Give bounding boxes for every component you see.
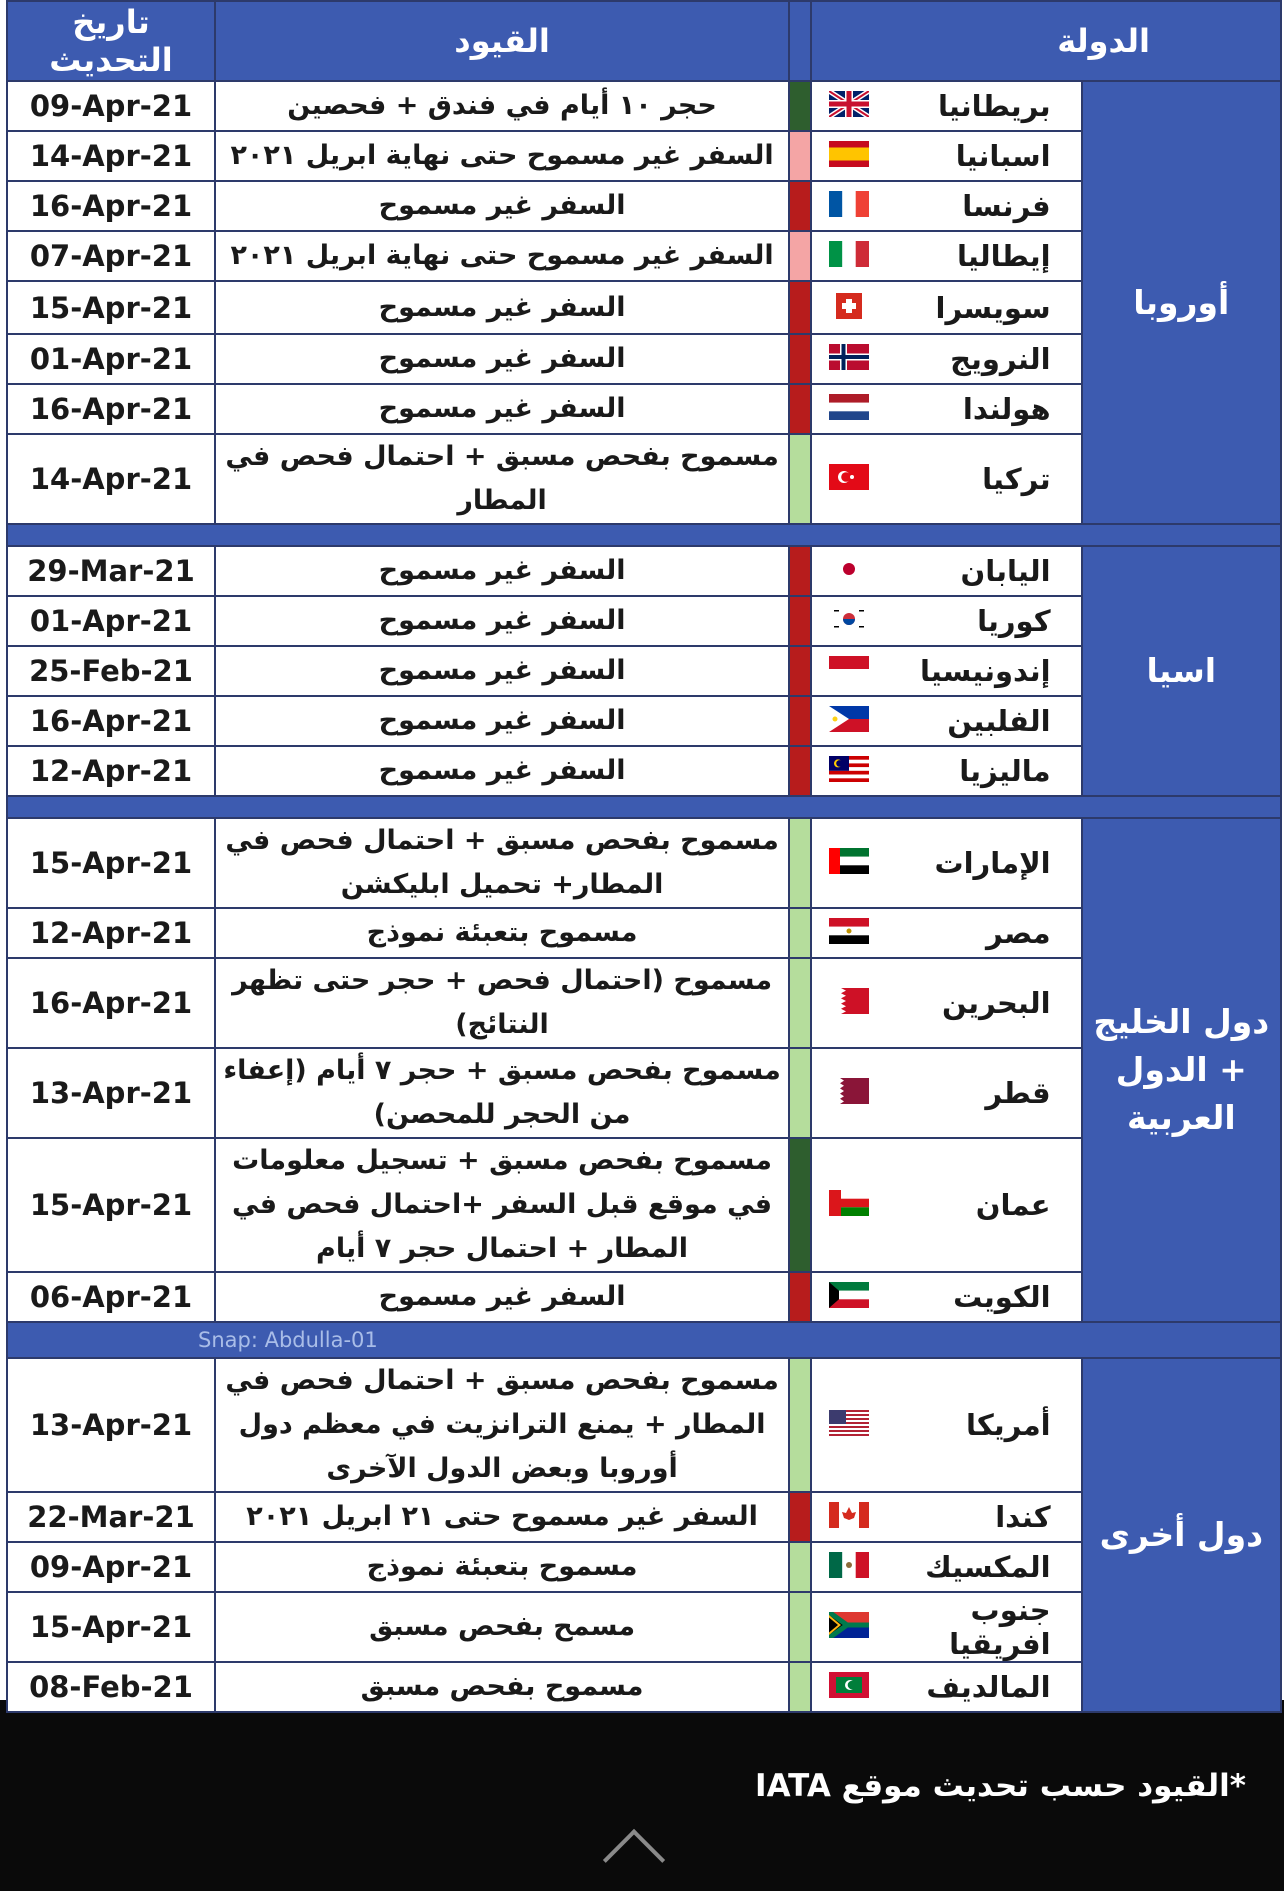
restriction-text: مسموح بفحص مسبق + احتمال فحص في المطار + يمنع الترانزيت في معظم دول أوروبا وبعض الدول الآخرى xyxy=(215,1358,789,1492)
status-indicator xyxy=(789,1048,811,1138)
country-name: اليابان xyxy=(887,546,1082,596)
region-label: دول الخليج + الدول العربية xyxy=(1082,818,1281,1322)
snap-watermark: Snap: Abdulla-01 xyxy=(198,1328,378,1352)
restriction-text: السفر غير مسموح xyxy=(215,281,789,334)
update-date: 16-Apr-21 xyxy=(7,696,215,746)
status-indicator xyxy=(789,231,811,281)
region-label: أوروبا xyxy=(1082,81,1281,524)
country-name: بريطانيا xyxy=(887,81,1082,131)
restriction-text: السفر غير مسموح حتى نهاية ابريل ٢٠٢١ xyxy=(215,131,789,181)
country-name: جنوب افريقيا xyxy=(887,1592,1082,1662)
country-name: اسبانيا xyxy=(887,131,1082,181)
status-indicator xyxy=(789,958,811,1048)
restriction-text: السفر غير مسموح xyxy=(215,1272,789,1322)
country-name: كوريا xyxy=(887,596,1082,646)
section-separator xyxy=(7,524,1281,546)
update-date: 09-Apr-21 xyxy=(7,81,215,131)
country-name: المالديف xyxy=(887,1662,1082,1712)
table-row xyxy=(7,818,1281,908)
status-indicator xyxy=(789,696,811,746)
oman-flag-icon xyxy=(811,1138,887,1272)
table-row xyxy=(7,81,1281,131)
status-indicator xyxy=(789,646,811,696)
korea-flag-icon xyxy=(811,596,887,646)
update-date: 16-Apr-21 xyxy=(7,384,215,434)
country-name: النرويج xyxy=(887,334,1082,384)
status-indicator xyxy=(789,1138,811,1272)
update-date: 01-Apr-21 xyxy=(7,334,215,384)
footer-note: *القيود حسب تحديث موقع IATA xyxy=(755,1768,1246,1804)
update-date: 12-Apr-21 xyxy=(7,746,215,796)
update-date: 22-Mar-21 xyxy=(7,1492,215,1542)
restriction-text: مسمح بفحص مسبق xyxy=(215,1592,789,1662)
italy-flag-icon xyxy=(811,231,887,281)
update-date: 16-Apr-21 xyxy=(7,181,215,231)
canada-flag-icon xyxy=(811,1492,887,1542)
status-indicator xyxy=(789,131,811,181)
restriction-text: السفر غير مسموح xyxy=(215,696,789,746)
kuwait-flag-icon xyxy=(811,1272,887,1322)
update-date: 08-Feb-21 xyxy=(7,1662,215,1712)
spain-flag-icon xyxy=(811,131,887,181)
header-date: تاريخ التحديث xyxy=(7,1,215,81)
status-indicator xyxy=(789,384,811,434)
status-indicator xyxy=(789,1358,811,1492)
update-date: 16-Apr-21 xyxy=(7,958,215,1048)
update-date: 15-Apr-21 xyxy=(7,1138,215,1272)
restriction-text: السفر غير مسموح xyxy=(215,746,789,796)
status-indicator xyxy=(789,181,811,231)
restriction-text: مسموح بفحص مسبق xyxy=(215,1662,789,1712)
header-country: الدولة xyxy=(811,1,1281,81)
header-gap xyxy=(789,1,811,81)
usa-flag-icon xyxy=(811,1358,887,1492)
region-label: اسيا xyxy=(1082,546,1281,796)
region-label: دول أخرى xyxy=(1082,1358,1281,1712)
restriction-text: مسموح بفحص مسبق + احتمال فحص في المطار xyxy=(215,434,789,524)
netherlands-flag-icon xyxy=(811,384,887,434)
restriction-text: حجر ١٠ أيام في فندق + فحصين xyxy=(215,81,789,131)
chevron-up-icon[interactable] xyxy=(603,1829,665,1891)
turkey-flag-icon xyxy=(811,434,887,524)
update-date: 13-Apr-21 xyxy=(7,1358,215,1492)
country-name: فرنسا xyxy=(887,181,1082,231)
country-name: كندا xyxy=(887,1492,1082,1542)
restriction-text: مسموح (احتمال فحص + حجر حتى تظهر النتائج) xyxy=(215,958,789,1048)
qatar-flag-icon xyxy=(811,1048,887,1138)
restriction-text: السفر غير مسموح xyxy=(215,546,789,596)
update-date: 15-Apr-21 xyxy=(7,818,215,908)
status-indicator xyxy=(789,334,811,384)
update-date: 06-Apr-21 xyxy=(7,1272,215,1322)
table-body xyxy=(7,81,1281,1712)
update-date: 09-Apr-21 xyxy=(7,1542,215,1592)
status-indicator xyxy=(789,434,811,524)
update-date: 13-Apr-21 xyxy=(7,1048,215,1138)
restriction-text: مسموح بتعبئة نموذج xyxy=(215,908,789,958)
restriction-text: مسموح بتعبئة نموذج xyxy=(215,1542,789,1592)
section-separator xyxy=(7,796,1281,818)
uae-flag-icon xyxy=(811,818,887,908)
restriction-text: السفر غير مسموح xyxy=(215,646,789,696)
status-indicator xyxy=(789,596,811,646)
restriction-text: السفر غير مسموح xyxy=(215,384,789,434)
country-name: إندونيسيا xyxy=(887,646,1082,696)
country-name: عمان xyxy=(887,1138,1082,1272)
japan-flag-icon xyxy=(811,546,887,596)
restriction-text: السفر غير مسموح حتى ٢١ ابريل ٢٠٢١ xyxy=(215,1492,789,1542)
status-indicator xyxy=(789,546,811,596)
egypt-flag-icon xyxy=(811,908,887,958)
status-indicator xyxy=(789,908,811,958)
restriction-text: السفر غير مسموح xyxy=(215,334,789,384)
status-indicator xyxy=(789,1272,811,1322)
update-date: 07-Apr-21 xyxy=(7,231,215,281)
status-indicator xyxy=(789,1542,811,1592)
restriction-text: السفر غير مسموح xyxy=(215,596,789,646)
status-indicator xyxy=(789,1492,811,1542)
update-date: 15-Apr-21 xyxy=(7,1592,215,1662)
country-name: إيطاليا xyxy=(887,231,1082,281)
restriction-text: مسموح بفحص مسبق + احتمال فحص في المطار+ تحميل ابليكشن xyxy=(215,818,789,908)
header-row xyxy=(7,1,1281,81)
switzerland-flag-icon xyxy=(811,281,887,334)
restriction-text: السفر غير مسموح xyxy=(215,181,789,231)
update-date: 15-Apr-21 xyxy=(7,281,215,334)
maldives-flag-icon xyxy=(811,1662,887,1712)
update-date: 14-Apr-21 xyxy=(7,434,215,524)
country-name: مصر xyxy=(887,908,1082,958)
south-africa-flag-icon xyxy=(811,1592,887,1662)
norway-flag-icon xyxy=(811,334,887,384)
mexico-flag-icon xyxy=(811,1542,887,1592)
status-indicator xyxy=(789,818,811,908)
update-date: 29-Mar-21 xyxy=(7,546,215,596)
country-name: ماليزيا xyxy=(887,746,1082,796)
bahrain-flag-icon xyxy=(811,958,887,1048)
country-name: هولندا xyxy=(887,384,1082,434)
update-date: 14-Apr-21 xyxy=(7,131,215,181)
status-indicator xyxy=(789,746,811,796)
status-indicator xyxy=(789,81,811,131)
header-restrictions: القيود xyxy=(215,1,789,81)
status-indicator xyxy=(789,1592,811,1662)
country-name: تركيا xyxy=(887,434,1082,524)
indonesia-flag-icon xyxy=(811,646,887,696)
table-row xyxy=(7,546,1281,596)
update-date: 25-Feb-21 xyxy=(7,646,215,696)
restriction-text: مسموح بفحص مسبق + تسجيل معلومات في موقع قبل السفر +احتمال فحص في المطار + احتمال حجر ٧ أيام xyxy=(215,1138,789,1272)
france-flag-icon xyxy=(811,181,887,231)
update-date: 12-Apr-21 xyxy=(7,908,215,958)
country-name: قطر xyxy=(887,1048,1082,1138)
uk-flag-icon xyxy=(811,81,887,131)
restriction-text: مسموح بفحص مسبق + حجر ٧ أيام (إعفاء من الحجر للمحصن) xyxy=(215,1048,789,1138)
country-name: الفلبين xyxy=(887,696,1082,746)
update-date: 01-Apr-21 xyxy=(7,596,215,646)
section-separator xyxy=(7,1322,1281,1358)
philippines-flag-icon xyxy=(811,696,887,746)
country-name: أمريكا xyxy=(887,1358,1082,1492)
country-name: البحرين xyxy=(887,958,1082,1048)
status-indicator xyxy=(789,281,811,334)
country-name: سويسرا xyxy=(887,281,1082,334)
table-row xyxy=(7,1358,1281,1492)
country-name: الإمارات xyxy=(887,818,1082,908)
restriction-text: السفر غير مسموح حتى نهاية ابريل ٢٠٢١ xyxy=(215,231,789,281)
malaysia-flag-icon xyxy=(811,746,887,796)
restrictions-table xyxy=(6,0,1282,1713)
status-indicator xyxy=(789,1662,811,1712)
country-name: الكويت xyxy=(887,1272,1082,1322)
country-name: المكسيك xyxy=(887,1542,1082,1592)
